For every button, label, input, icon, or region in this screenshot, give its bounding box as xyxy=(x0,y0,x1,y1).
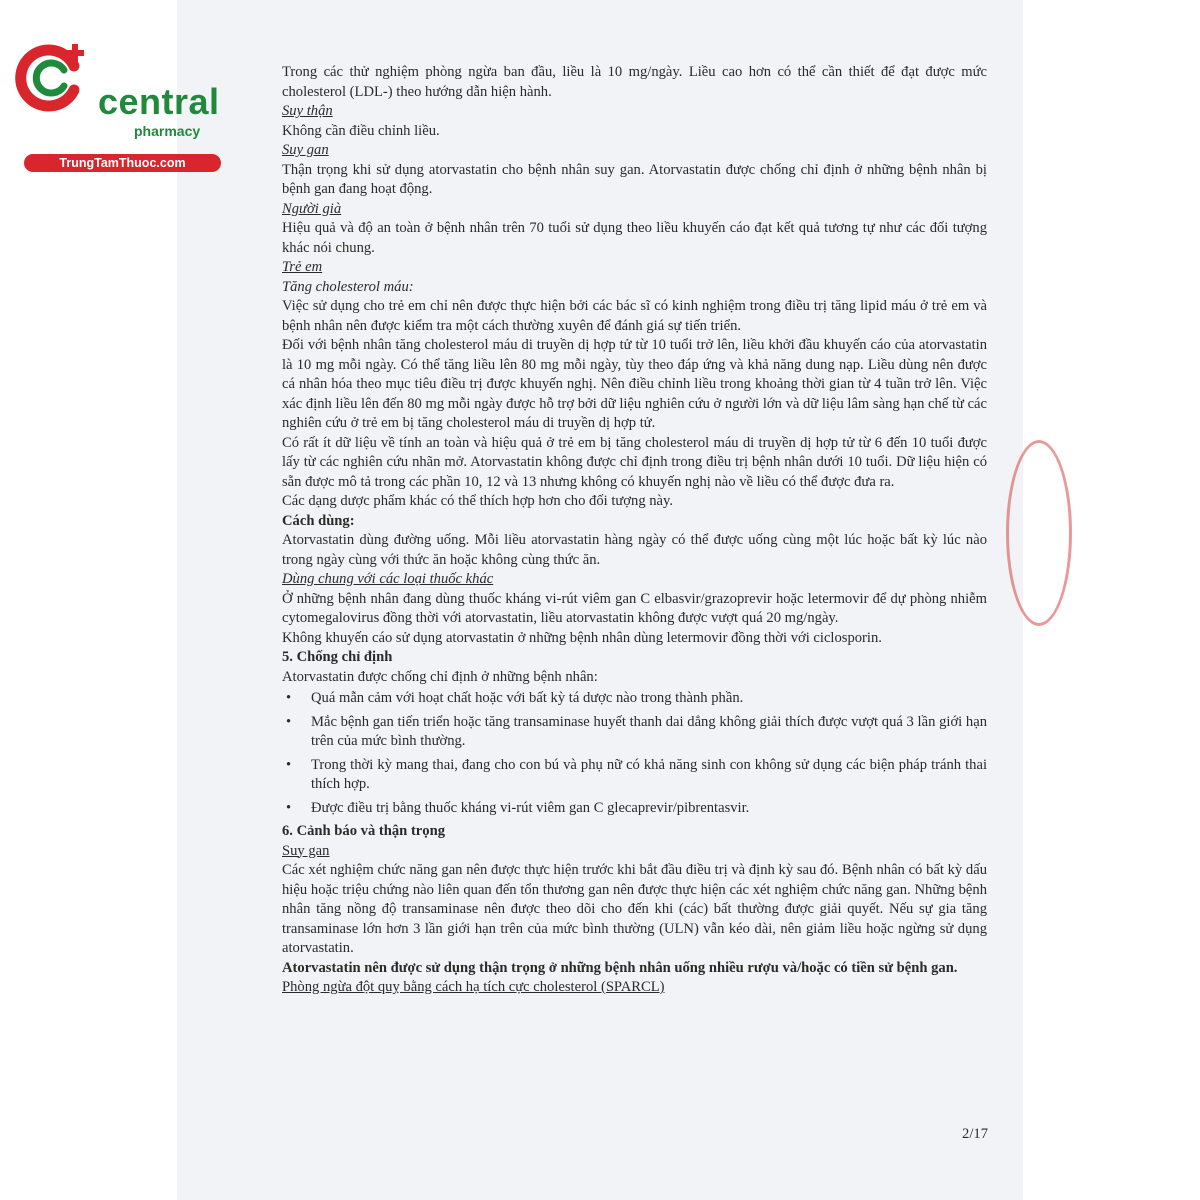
list-item-text: Trong thời kỳ mang thai, đang cho con bú và phụ nữ có khả năng sinh con không sử dụng các biện pháp tránh thai thích hợp. xyxy=(311,756,987,792)
paragraph: Ở những bệnh nhân đang dùng thuốc kháng vi-rút viêm gan C elbasvir/grazoprevir hoặc letermovir để dự phòng nhiễm cytomegalovirus đồng thời với atorvastatin, liều atorvastatin không được vượt quá 20 mg/ngày. xyxy=(282,590,987,626)
list-item-text: Quá mẫn cảm với hoạt chất hoặc với bất kỳ tá dược nào trong thành phần. xyxy=(311,690,744,706)
subheading-tre-em: Trẻ em xyxy=(282,259,323,275)
brand-website: TrungTamThuoc.com xyxy=(24,154,221,172)
list-item xyxy=(282,689,987,709)
list-item xyxy=(282,799,987,819)
paragraph: Các xét nghiệm chức năng gan nên được thực hiện trước khi bắt đầu điều trị và định kỳ sau đó. Bệnh nhân có bất kỳ dấu hiệu hoặc triệu chứng nào liên quan đến tổn thương gan nên được thực hiện các xét nghiệm chức năng gan. Những bệnh nhân tăng nồng độ transaminase nên được theo dõi cho đến khi (các) bất thường được giải quyết. Nếu sự gia tăng transaminase lớn hơn 3 lần giới hạn trên của mức bình thường (ULN) vẫn kéo dài, nên giảm liều hoặc ngừng sử dụng atorvastatin. xyxy=(282,862,987,956)
list-item xyxy=(282,713,987,752)
document-body xyxy=(282,63,987,998)
central-pharmacy-logo xyxy=(12,36,220,170)
heading-section-5: 5. Chống chỉ định xyxy=(282,649,393,665)
paragraph: Đối với bệnh nhân tăng cholesterol máu di truyền dị hợp tử từ 10 tuổi trở lên, liều khởi đầu khuyến cáo của atorvastatin là 10 mg mỗi ngày. Có thể tăng liều lên 80 mg mỗi ngày, tùy theo đáp ứng và khả năng dung nạp. Liều dùng nên được cá nhân hóa theo mục tiêu điều trị được khuyến nghị. Nên điều chỉnh liều trong khoảng thời gian từ 4 tuần trở lên. Việc xác định liều lên đến 80 mg mỗi ngày được hỗ trợ bởi dữ liệu nghiên cứu ở người lớn và dữ liệu lâm sàng hạn chế từ các nghiên cứu ở trẻ em bị tăng cholesterol máu di truyền dị hợp tử. xyxy=(282,337,987,431)
subheading-suy-gan: Suy gan xyxy=(282,142,329,158)
paragraph: Có rất ít dữ liệu về tính an toàn và hiệu quả ở trẻ em bị tăng cholesterol máu di truyền dị hợp tử từ 6 đến 10 tuổi được lấy từ các nghiên cứu nhãn mở. Atorvastatin không được chỉ định trong điều trị bệnh nhân dưới 10 tuổi. Dữ liệu hiện có sẵn được mô tả trong các phần 10, 12 và 13 nhưng không có khuyến nghị nào về liều có thể được đưa ra. xyxy=(282,434,987,490)
paragraph: Không cần điều chỉnh liều. xyxy=(282,122,440,139)
brand-subtitle: pharmacy xyxy=(134,123,201,139)
bullet: • xyxy=(286,799,292,816)
brand-name: central xyxy=(98,81,220,122)
page-number: 2/17 xyxy=(962,1126,988,1142)
paragraph: Trong các thử nghiệm phòng ngừa ban đầu, liều là 10 mg/ngày. Liều cao hơn có thể cần thiết để đạt được mức cholesterol (LDL-) theo hướng dẫn hiện hành. xyxy=(282,64,987,100)
subheading-dung-chung: Dùng chung với các loại thuốc khác xyxy=(282,571,494,587)
subheading-nguoi-gia: Người già xyxy=(282,200,342,217)
subheading-suy-gan-warning: Suy gan xyxy=(282,842,330,859)
list-item-text: Được điều trị bằng thuốc kháng vi-rút viêm gan C glecaprevir/pibrentasvir. xyxy=(311,799,750,816)
red-stamp-mark xyxy=(1006,440,1072,626)
paragraph: Thận trọng khi sử dụng atorvastatin cho bệnh nhân suy gan. Atorvastatin được chống chỉ định ở những bệnh nhân bị bệnh gan đang hoạt động. xyxy=(282,161,987,197)
bullet: • xyxy=(286,713,292,730)
heading-section-6: 6. Cảnh báo và thận trọng xyxy=(282,823,445,839)
subheading-suy-than: Suy thận xyxy=(282,103,333,119)
paragraph: Atorvastatin được chống chỉ định ở những bệnh nhân: xyxy=(282,668,598,685)
logo-mark-icon xyxy=(12,36,92,116)
paragraph: Việc sử dụng cho trẻ em chỉ nên được thực hiện bởi các bác sĩ có kinh nghiệm trong điều trị tăng lipid máu ở trẻ em và bệnh nhân nên được kiểm tra một cách thường xuyên để đánh giá sự tiến triển. xyxy=(282,298,987,334)
paragraph: Atorvastatin dùng đường uống. Mỗi liều atorvastatin hàng ngày có thể được uống cùng một lúc hoặc bất kỳ lúc nào trong ngày cùng với thức ăn hoặc không cùng thức ăn. xyxy=(282,532,987,568)
bullet: • xyxy=(286,690,292,706)
list-item xyxy=(282,756,987,795)
subheading-sparcl: Phòng ngừa đột quỵ bằng cách hạ tích cực cholesterol (SPARCL) xyxy=(282,979,665,995)
bold-warning-paragraph: Atorvastatin nên được sử dụng thận trọng ở những bệnh nhân uống nhiều rượu và/hoặc có tiền sử bệnh gan. xyxy=(282,959,958,976)
list-item-text: Mắc bệnh gan tiến triển hoặc tăng transaminase huyết thanh dai dẳng không giải thích được vượt quá 3 lần giới hạn trên của mức bình thường. xyxy=(311,713,987,749)
paragraph: Các dạng dược phẩm khác có thể thích hợp hơn cho đối tượng này. xyxy=(282,493,674,509)
paragraph: Hiệu quả và độ an toàn ở bệnh nhân trên 70 tuổi sử dụng theo liều khuyến cáo đạt kết quả tương tự như các đối tượng khác nói chung. xyxy=(282,220,987,256)
paragraph: Không khuyến cáo sử dụng atorvastatin ở những bệnh nhân dùng letermovir đồng thời với ciclosporin. xyxy=(282,629,882,646)
subheading-tang-cholesterol: Tăng cholesterol máu: xyxy=(282,278,414,295)
contraindication-list xyxy=(282,689,987,818)
bullet: • xyxy=(286,756,292,773)
heading-cach-dung: Cách dùng: xyxy=(282,512,355,529)
